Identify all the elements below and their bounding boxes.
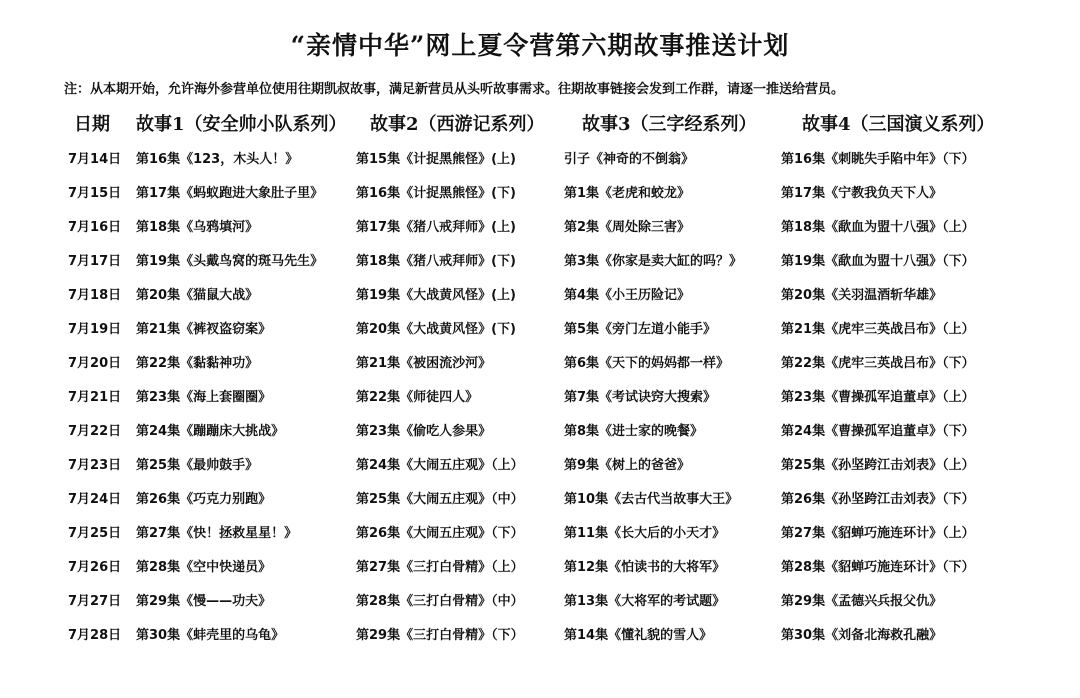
story2-cell: 第24集《大闹五庄观》（上） [356,458,524,473]
story4-cell: 第16集《刺眺失手陷中年》（下） [781,152,975,167]
story1-cell: 第23集《海上套圈圈》 [136,390,272,405]
table-row [0,142,1080,176]
story4-cell: 第17集《宁教我负天下人》 [781,186,943,201]
story1-cell: 第21集《裤衩盗窃案》 [136,322,272,337]
table-row [0,448,1080,482]
header-story3: 故事3（三字经系列） [582,114,757,135]
story4-cell: 第23集《曹操孤军追董卓》（上） [781,390,975,405]
story4-cell: 第24集《曹操孤军追董卓》（下） [781,424,975,439]
story3-cell: 第8集《进士家的晚餐》 [564,424,704,439]
header-story4: 故事4（三国演义系列） [802,114,995,135]
story4-cell: 第25集《孙坚跨江击刘表》（上） [781,458,975,473]
story2-cell: 第18集《猪八戒拜师》(下) [356,254,516,269]
date-cell: 7月19日 [68,322,122,337]
story2-cell: 第19集《大战黄风怪》(上) [356,288,516,303]
story1-cell: 第25集《最帅鼓手》 [136,458,259,473]
story1-cell: 第17集《蚂蚁跑进大象肚子里》 [136,186,324,201]
date-cell: 7月15日 [68,186,122,201]
date-cell: 7月26日 [68,560,122,575]
story2-cell: 第23集《偷吃人参果》 [356,424,492,439]
story3-cell: 第14集《懂礼貌的雪人》 [564,628,713,643]
story3-cell: 第7集《考试诀窍大搜索》 [564,390,717,405]
story3-cell: 第1集《老虎和蛟龙》 [564,186,691,201]
story2-cell: 第21集《被困流沙河》 [356,356,492,371]
header-date: 日期 [74,114,110,135]
story3-cell: 第4集《小王历险记》 [564,288,691,303]
table-row [0,516,1080,550]
date-cell: 7月20日 [68,356,122,371]
story1-cell: 第24集《蹦蹦床大挑战》 [136,424,285,439]
table-row [0,482,1080,516]
story2-cell: 第28集《三打白骨精》（中） [356,594,524,609]
story4-cell: 第22集《虎牢三英战吕布》（下） [781,356,975,371]
table-row [0,312,1080,346]
table-row [0,346,1080,380]
story4-cell: 第20集《关羽温酒斩华雄》 [781,288,943,303]
table-row [0,380,1080,414]
story4-cell: 第29集《孟德兴兵报父仇》 [781,594,943,609]
story1-cell: 第19集《头戴鸟窝的斑马先生》 [136,254,324,269]
story1-cell: 第30集《蚌壳里的乌龟》 [136,628,285,643]
table-row [0,618,1080,652]
page-title: “亲情中华”网上夏令营第六期故事推送计划 [290,31,790,60]
table-row [0,414,1080,448]
story4-cell: 第26集《孙坚跨江击刘表》（下） [781,492,975,507]
header-story2: 故事2（西游记系列） [370,114,545,135]
table-row [0,584,1080,618]
date-cell: 7月17日 [68,254,122,269]
story2-cell: 第27集《三打白骨精》（上） [356,560,524,575]
story1-cell: 第28集《空中快递员》 [136,560,272,575]
story2-cell: 第26集《大闹五庄观》（下） [356,526,524,541]
date-cell: 7月14日 [68,152,122,167]
story2-cell: 第25集《大闹五庄观》（中） [356,492,524,507]
header-story1: 故事1（安全帅小队系列） [136,114,347,135]
story1-cell: 第16集《123，木头人！》 [136,152,299,167]
story3-cell: 第2集《周处除三害》 [564,220,691,235]
date-cell: 7月28日 [68,628,122,643]
date-cell: 7月25日 [68,526,122,541]
story3-cell: 第10集《去古代当故事大王》 [564,492,739,507]
story4-cell: 第27集《貂蝉巧施连环计》（上） [781,526,975,541]
story2-cell: 第15集《计捉黑熊怪》(上) [356,152,516,167]
story3-cell: 第3集《你家是卖大缸的吗？》 [564,254,743,269]
story2-cell: 第17集《猪八戒拜师》(上) [356,220,516,235]
story3-cell: 第9集《树上的爸爸》 [564,458,691,473]
date-cell: 7月16日 [68,220,122,235]
story3-cell: 第5集《旁门左道小能手》 [564,322,717,337]
story1-cell: 第18集《乌鸦填河》 [136,220,259,235]
story4-cell: 第18集《歃血为盟十八强》（上） [781,220,975,235]
story2-cell: 第20集《大战黄风怪》(下) [356,322,516,337]
story3-cell: 引子《神奇的不倒翁》 [564,152,695,167]
date-cell: 7月22日 [68,424,122,439]
table-row [0,278,1080,312]
date-cell: 7月27日 [68,594,122,609]
story3-cell: 第6集《天下的妈妈都一样》 [564,356,730,371]
story4-cell: 第19集《歃血为盟十八强》（下） [781,254,975,269]
story1-cell: 第26集《巧克力别跑》 [136,492,272,507]
table-row [0,244,1080,278]
table-header [0,110,1080,140]
table-row [0,176,1080,210]
table-row [0,210,1080,244]
table-row [0,550,1080,584]
story2-cell: 第29集《三打白骨精》（下） [356,628,524,643]
story2-cell: 第22集《师徒四人》 [356,390,479,405]
date-cell: 7月18日 [68,288,122,303]
story3-cell: 第13集《大将军的考试题》 [564,594,726,609]
date-cell: 7月21日 [68,390,122,405]
story1-cell: 第20集《猫鼠大战》 [136,288,259,303]
schedule-table [0,142,1080,652]
story3-cell: 第11集《长大后的小天才》 [564,526,726,541]
story4-cell: 第28集《貂蝉巧施连环计》（下） [781,560,975,575]
story3-cell: 第12集《怕读书的大将军》 [564,560,726,575]
story1-cell: 第29集《慢——功夫》 [136,594,272,609]
date-cell: 7月24日 [68,492,122,507]
story4-cell: 第21集《虎牢三英战吕布》（上） [781,322,975,337]
story2-cell: 第16集《计捉黑熊怪》(下) [356,186,516,201]
notice-text: 注：从本期开始，允许海外参营单位使用往期凯叔故事，满足新营员从头听故事需求。往期故事链接会发到工作群，请逐一推送给营员。 [64,82,845,97]
story1-cell: 第27集《快！拯救星星！》 [136,526,298,541]
story1-cell: 第22集《黏黏神功》 [136,356,259,371]
date-cell: 7月23日 [68,458,122,473]
story4-cell: 第30集《刘备北海救孔融》 [781,628,943,643]
